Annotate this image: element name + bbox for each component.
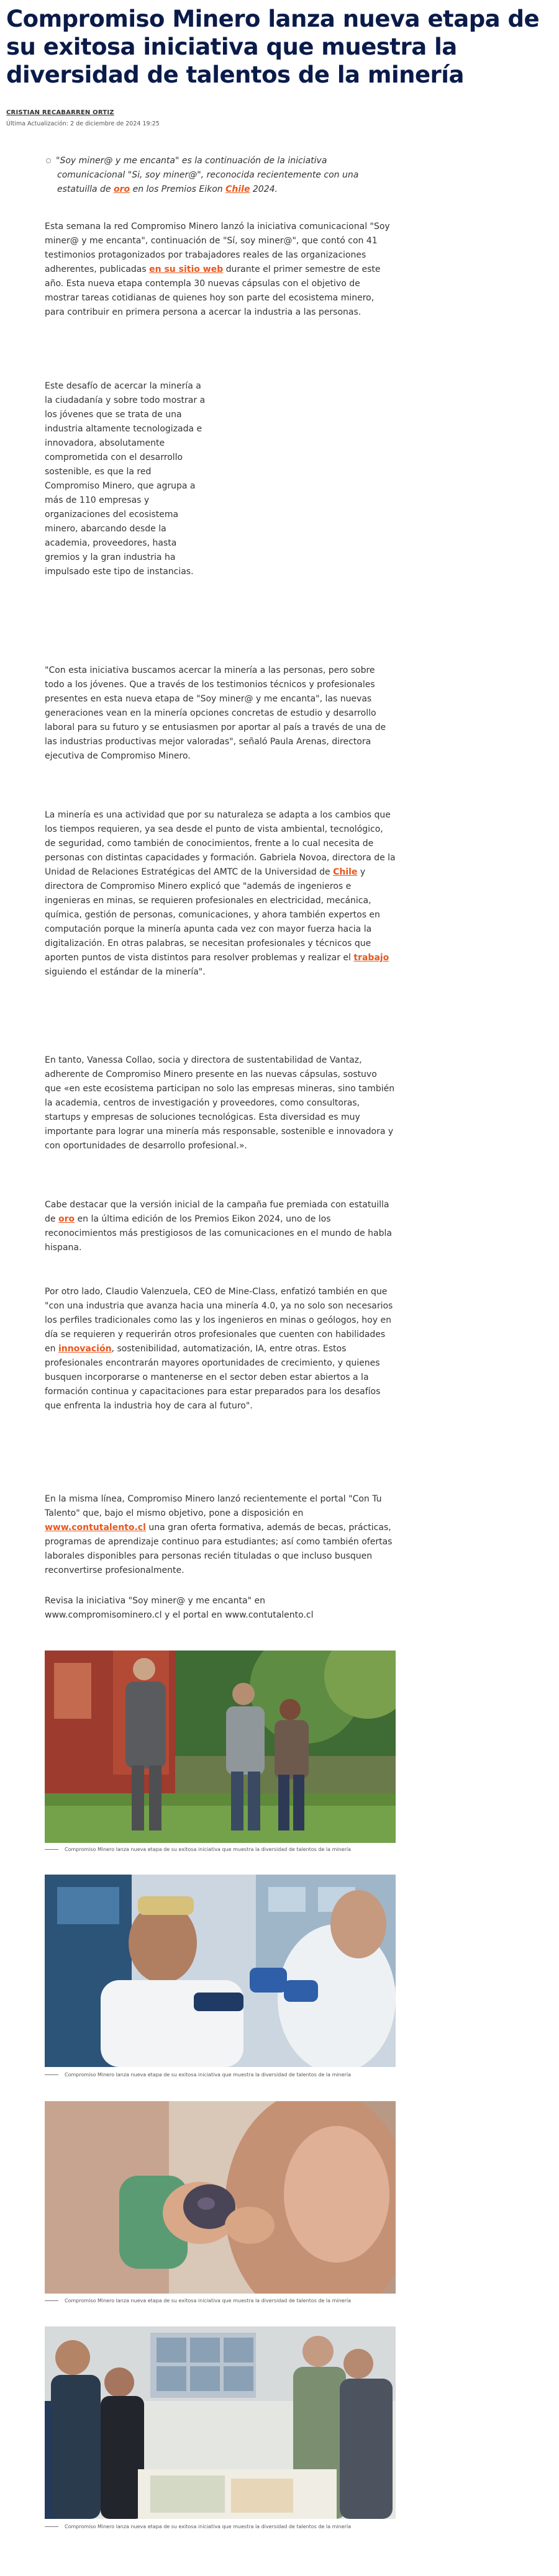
photo-workers-outdoors <box>45 1651 396 1843</box>
link-su-sitio-web[interactable]: en su sitio web <box>149 264 224 274</box>
updated-date: Última Actualización: 2 de diciembre de 2024 19:25 <box>6 120 160 127</box>
bullet-icon <box>46 158 51 163</box>
paragraph-4: La minería es una actividad que por su naturaleza se adapta a los cambios que los tiempos requieren, ya sea desde el punto de vista ambiental, tecnológico, de seguridad, como también de conocimientos, frente a lo cual necesita de personas con distintas capacidades y formación. Gabriela Novoa, directora de la Unidad de Relaciones Estratégicas del AMTC de la Universidad de Chile y directora de Compromiso Minero explicó que "además de ingenieros e ingenieras en minas, se requieren profesionales en electricidad, mecánica, química, gestión de personas, comunicaciones, y ahora también expertos en computación porque la minería apunta cada vez con mayor fuerza hacia la digitalización. En otras palabras, se necesitan profesionales y técnicos que aporten puntos de vista distintos para resolver problemas y realizar el trabajo siguiendo el estándar de la minería". <box>45 810 396 977</box>
photo-caption: Compromiso Minero lanza nueva etapa de su exitosa iniciativa que muestra la diversidad de talentos de la minería <box>45 2072 396 2078</box>
photo-team-meeting <box>45 2326 396 2519</box>
paragraph-2: Este desafío de acercar la minería a la ciudadanía y sobre todo mostrar a los jóvenes que se trata de una industria altamente tecnologizada e innovadora, absolutamente comprometida con el desarrollo sostenible, es que la red Compromiso Minero, que agrupa a más de 110 empresas y organizaciones del ecosistema minero, abarcando desde la academia, proveedores, hasta gremios y la gran industria ha impulsado este tipo de instancias. <box>45 381 206 577</box>
link-chile[interactable]: Chile <box>225 184 250 194</box>
link-trabajo[interactable]: trabajo <box>353 953 389 963</box>
paragraph-5: En tanto, Vanessa Collao, socia y directora de sustentabilidad de Vantaz, adherente de Compromiso Minero presente en las nuevas cápsulas, sostuvo que «en este ecosistema participan no solo las empresas mineras, sino también la academia, centros de investigación y proveedores, como consultoras, startups y empresas de soluciones tecnológicas. Esta diversidad es muy importante para lograr una minería más responsable, sostenible e innovadora y con oportunidades de desarrollo profesional.». <box>45 1055 395 1151</box>
paragraph-9: Revisa la iniciativa "Soy miner@ y me encanta" en www.compromisominero.cl y el portal en www.contutalento.cl <box>45 1596 314 1620</box>
photo-caption: Compromiso Minero lanza nueva etapa de su exitosa iniciativa que muestra la diversidad de talentos de la minería <box>45 2298 396 2304</box>
photo-rock-sample <box>45 2101 396 2294</box>
link-contutalento[interactable]: www.contutalento.cl <box>45 1523 146 1533</box>
photo-caption: Compromiso Minero lanza nueva etapa de su exitosa iniciativa que muestra la diversidad de talentos de la minería <box>45 1847 396 1852</box>
paragraph-8: En la misma línea, Compromiso Minero lanzó recientemente el portal "Con Tu Talento" que, bajo el mismo objetivo, pone a disposición en www.contutalento.cl una gran oferta formativa, además de becas, prácticas, programas de aprendizaje continuo para estudiantes; así como también ofertas laborales disponibles para personas recién tituladas o que incluso busquen reconvertirse profesionalmente. <box>45 1494 393 1575</box>
paragraph-7: Por otro lado, Claudio Valenzuela, CEO de Mine-Class, enfatizó también en que "con una industria que avanza hacia una minería 4.0, ya no solo son necesarios los perfiles tradicionales como las y los ingenieros en minas o geólogos, hoy en día se requieren y requerirán otros profesionales que cuenten con habilidades en innovación, sostenibilidad, automatización, IA, entre otras. Estos profesionales encontrarán mayores oportunidades de crecimiento, y quienes busquen incorporarse o mantenerse en el sector deben estar abiertos a la formación continua y capacitaciones para estar preparados para los desafíos que enfrenta la industria hoy de cara al futuro". <box>45 1287 393 1411</box>
link-oro[interactable]: oro <box>114 184 130 194</box>
link-chile-2[interactable]: Chile <box>333 867 358 877</box>
photo-caption: Compromiso Minero lanza nueva etapa de su exitosa iniciativa que muestra la diversidad de talentos de la minería <box>45 2524 396 2529</box>
paragraph-3: "Con esta iniciativa buscamos acercar la minería a las personas, pero sobre todo a los jóvenes. Que a través de los testimonios técnicos y profesionales presentes en esta nueva etapa de "Soy miner@ y me encanta", las nuevas generaciones vean en la minería opciones concretas de estudio y desarrollo laboral para su futuro y se entusiasmen por aportar al país a través de una de las industrias productivas mejor valoradas", señaló Paula Arenas, directora ejecutiva de Compromiso Minero. <box>45 665 386 761</box>
lead-paragraph: "Soy miner@ y me encanta" es la continuación de la iniciativa comunicacional "Si, soy miner@", reconocida recientemente con una estatuilla de oro en los Premios Eikon Chile 2024. <box>57 154 379 197</box>
paragraph-6: Cabe destacar que la versión inicial de la campaña fue premiada con estatuilla de oro en la última edición de los Premios Eikon 2024, uno de los reconocimientos más prestigiosos de las comunicaciones en el mundo de habla hispana. <box>45 1200 392 1253</box>
link-oro-2[interactable]: oro <box>58 1214 75 1224</box>
author-link[interactable]: CRISTIAN RECABARREN ORTIZ <box>6 109 114 116</box>
article-title: Compromiso Minero lanza nueva etapa de su exitosa iniciativa que muestra la diversidad de talentos de la minería <box>6 6 540 88</box>
paragraph-1: Esta semana la red Compromiso Minero lanzó la iniciativa comunicacional "Soy miner@ y me encanta", continuación de "Sí, soy miner@", que contó con 41 testimonios protagonizados por trabajadores reales de las organizaciones adherentes, publicadas en su sitio web durante el primer semestre de este año. Esta nueva etapa contempla 30 nuevas cápsulas con el objetivo de mostrar tareas cotidianas de quienes hoy son parte del ecosistema minero, para contribuir en primera persona a acercar la industria a las personas. <box>45 222 390 317</box>
link-innovacion[interactable]: innovación <box>58 1344 112 1354</box>
photo-lab-workers <box>45 1875 396 2067</box>
